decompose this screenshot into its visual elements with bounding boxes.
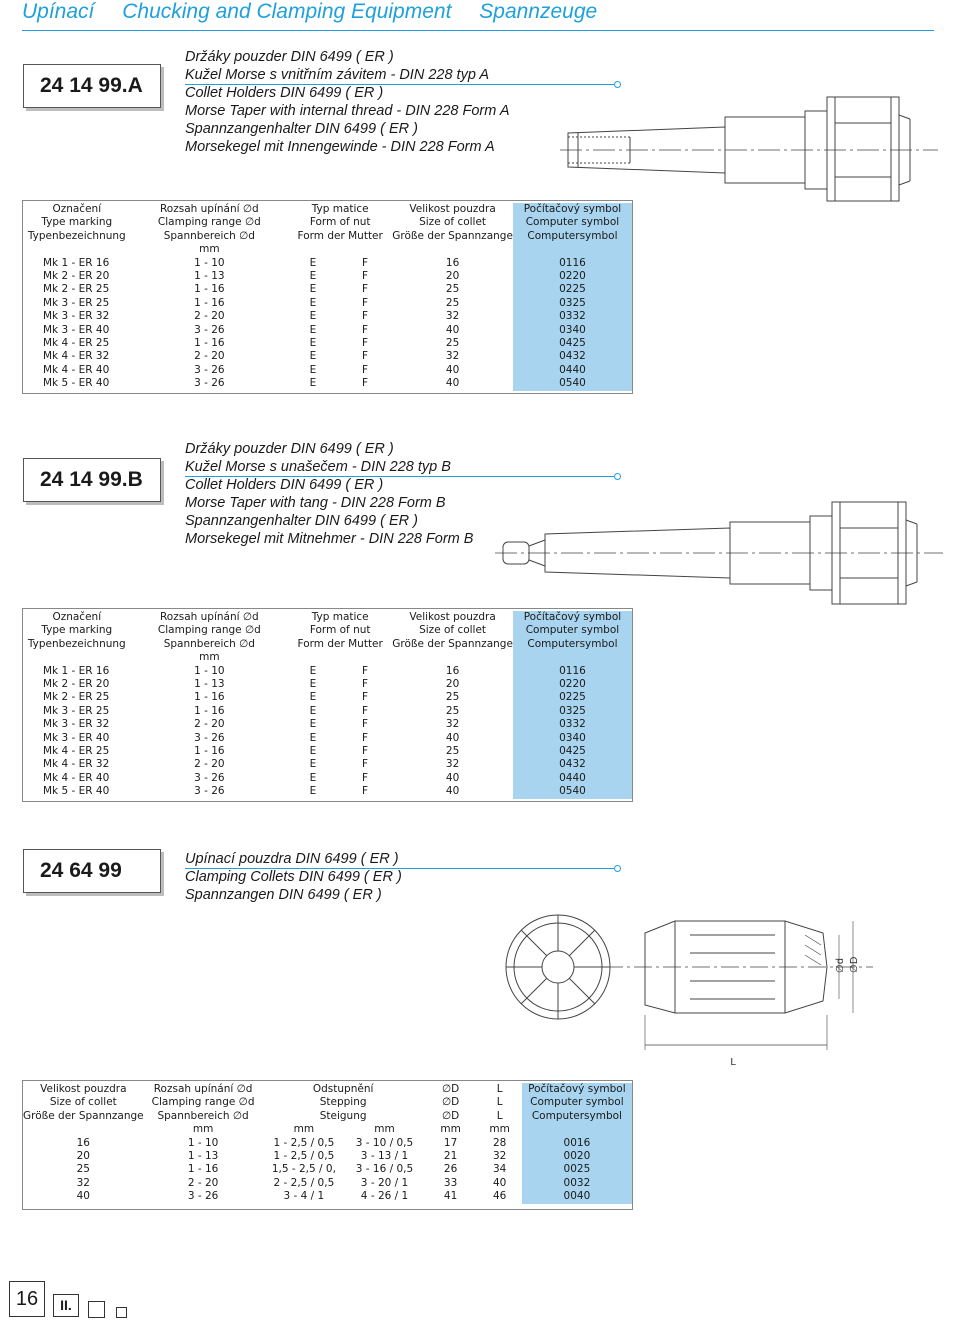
- table-cell: 17: [443, 1136, 458, 1149]
- col-header: Clamping range ∅d: [151, 1096, 255, 1109]
- table-row: [23, 691, 632, 704]
- title-block-c: [185, 850, 402, 904]
- table-cell: 40: [445, 323, 460, 336]
- table-row: [23, 745, 632, 758]
- col-header: Spannbereich ∅d: [157, 1109, 249, 1122]
- table-row: [23, 1137, 632, 1150]
- col-header: Velikost pouzdra: [409, 611, 496, 623]
- col-header: Größe der Spannzange: [23, 1109, 144, 1122]
- table-cell: 3 - 26: [194, 731, 225, 744]
- table-cell: 0332: [513, 310, 632, 323]
- table-row: [23, 324, 632, 337]
- table-cell: Mk 5 - ER 40: [43, 785, 110, 798]
- table-cell: 3 - 26: [194, 785, 225, 798]
- table-cell: Mk 2 - ER 20: [43, 270, 110, 283]
- table-row: [23, 705, 632, 718]
- col-header: Computersymbol: [522, 1110, 632, 1123]
- table-cell: 32: [445, 350, 460, 363]
- col-header: Rozsah upínání ∅d: [159, 611, 259, 623]
- col-header: Spannbereich ∅d: [163, 229, 255, 242]
- col-header: Form der Mutter: [297, 637, 383, 650]
- holder-table-a: [23, 203, 632, 391]
- table-cell: E: [309, 350, 317, 363]
- table-cell: 40: [76, 1190, 90, 1203]
- table-cell: 1,5 - 2,5 / 0,: [271, 1163, 336, 1176]
- table-cell: E: [309, 256, 317, 269]
- table-row: [23, 732, 632, 745]
- table-row: [23, 310, 632, 323]
- col-header: Počítačový symbol: [513, 611, 632, 624]
- title-line: Morse Taper with internal thread - DIN 228 Form A: [185, 103, 510, 119]
- table-cell: 0340: [513, 324, 632, 337]
- table-cell: 25: [445, 337, 460, 350]
- table-cell: 3 - 10 / 0,5: [355, 1136, 414, 1149]
- col-header: Computersymbol: [513, 230, 632, 243]
- table-body-a: [23, 257, 632, 391]
- table-cell: 16: [76, 1136, 90, 1149]
- title-block-b: [185, 440, 473, 548]
- unit-label: mm: [293, 1123, 315, 1136]
- table-cell: 0425: [513, 337, 632, 350]
- table-cell: Mk 4 - ER 40: [43, 363, 110, 376]
- table-cell: 32: [76, 1176, 90, 1189]
- table-cell: F: [361, 323, 369, 336]
- table-cell: 32: [445, 310, 460, 323]
- table-cell: 0432: [513, 758, 632, 771]
- table-cell: 0220: [513, 678, 632, 691]
- table-cell: 26: [443, 1163, 458, 1176]
- table-row: [23, 257, 632, 270]
- table-cell: 41: [443, 1190, 458, 1203]
- title-line: Držáky pouzder DIN 6499 ( ER ): [185, 49, 394, 65]
- col-header: Označení: [52, 611, 102, 623]
- table-cell: 0032: [522, 1177, 632, 1190]
- table-cell: F: [361, 350, 369, 363]
- unit-label: mm: [199, 243, 220, 256]
- table-row: [23, 785, 632, 798]
- table-cell: 1 - 16: [187, 1163, 219, 1176]
- table-cell: 2 - 20: [194, 718, 225, 731]
- code-box-a: 24 14 99.A: [23, 64, 161, 108]
- col-header: Odstupnění: [312, 1083, 374, 1095]
- header-de: Spannzeuge: [479, 0, 598, 23]
- table-cell: Mk 1 - ER 16: [43, 256, 110, 269]
- table-cell: E: [309, 377, 317, 390]
- table-cell: F: [361, 256, 369, 269]
- title-line: Kužel Morse s vnitřním závitem - DIN 228 typ A: [185, 67, 490, 83]
- table-cell: F: [361, 310, 369, 323]
- col-header: Size of collet: [419, 216, 487, 229]
- table-cell: Mk 3 - ER 40: [43, 731, 110, 744]
- table-cell: 0440: [513, 364, 632, 377]
- col-header: Form of nut: [309, 624, 371, 637]
- unit-label: mm: [489, 1123, 510, 1136]
- table-cell: 0116: [513, 257, 632, 270]
- table-cell: 32: [492, 1150, 507, 1163]
- table-cell: 3 - 26: [194, 771, 225, 784]
- table-cell: E: [309, 337, 317, 350]
- col-header: Form of nut: [309, 216, 371, 229]
- unit-label: mm: [199, 651, 220, 664]
- table-cell: 0425: [513, 745, 632, 758]
- table-cell: Mk 2 - ER 25: [43, 283, 110, 296]
- unit-label: mm: [374, 1123, 395, 1136]
- table-cell: 3 - 26: [194, 377, 225, 390]
- holder-drawing-b: [495, 500, 945, 610]
- table-cell: E: [309, 296, 317, 309]
- table-cell: 20: [445, 270, 460, 283]
- col-header: Velikost pouzdra: [40, 1083, 127, 1095]
- table-cell: Mk 4 - ER 32: [43, 350, 110, 363]
- col-header: Type marking: [41, 624, 113, 637]
- leader-line-c: [185, 868, 616, 869]
- table-cell: 3 - 13 / 1: [360, 1150, 409, 1163]
- table-row: [23, 1177, 632, 1190]
- table-cell: E: [309, 704, 317, 717]
- table-cell: 0432: [513, 350, 632, 363]
- table-cell: 1 - 16: [194, 704, 225, 717]
- table-cell: E: [309, 758, 317, 771]
- table-cell: 16: [445, 256, 460, 269]
- col-header: Rozsah upínání ∅d: [153, 1083, 253, 1095]
- page-number: 16: [9, 1281, 45, 1317]
- table-cell: 0016: [522, 1137, 632, 1150]
- table-cell: F: [361, 771, 369, 784]
- code-box-b: 24 14 99.B: [23, 458, 161, 502]
- col-header: Computer symbol: [513, 624, 632, 637]
- table-row: [23, 758, 632, 771]
- col-header: Typ matice: [311, 611, 369, 623]
- table-cell: E: [309, 785, 317, 798]
- table-cell: E: [309, 771, 317, 784]
- col-header: Size of collet: [419, 624, 487, 637]
- table-cell: Mk 2 - ER 20: [43, 678, 110, 691]
- table-cell: 34: [492, 1163, 507, 1176]
- title-line: Collet Holders DIN 6499 ( ER ): [185, 477, 384, 493]
- col-header: Rozsah upínání ∅d: [159, 203, 259, 215]
- table-cell: 25: [76, 1163, 90, 1176]
- table-cell: 1 - 2,5 / 0,5: [273, 1136, 335, 1149]
- table-cell: 1 - 10: [194, 256, 225, 269]
- code-box-c: 24 64 99: [23, 849, 161, 893]
- table-cell: E: [309, 323, 317, 336]
- title-line: Upínací pouzdra DIN 6499 ( ER ): [185, 851, 399, 867]
- table-cell: F: [361, 337, 369, 350]
- table-cell: 0020: [522, 1150, 632, 1163]
- table-cell: 3 - 16 / 0,5: [355, 1163, 414, 1176]
- col-header: L: [496, 1096, 503, 1109]
- table-cell: 1 - 2,5 / 0,5: [273, 1150, 335, 1163]
- col-header: Označení: [52, 203, 102, 215]
- col-header: Computersymbol: [513, 638, 632, 651]
- table-cell: E: [309, 363, 317, 376]
- table-cell: Mk 4 - ER 32: [43, 758, 110, 771]
- table-cell: Mk 1 - ER 16: [43, 664, 110, 677]
- table-cell: 0116: [513, 665, 632, 678]
- col-header: Steigung: [319, 1109, 367, 1122]
- dim-label-d: ∅d: [835, 957, 846, 973]
- table-cell: 0040: [522, 1190, 632, 1203]
- table-cell: F: [361, 664, 369, 677]
- table-row: [23, 665, 632, 678]
- table-cell: F: [361, 691, 369, 704]
- table-cell: 20: [76, 1150, 90, 1163]
- col-header: Typenbezeichnung: [27, 229, 126, 242]
- col-header: ∅D: [442, 1096, 460, 1109]
- table-cell: 1 - 10: [187, 1136, 219, 1149]
- table-cell: 40: [445, 785, 460, 798]
- table-cell: 3 - 26: [187, 1190, 219, 1203]
- col-header: L: [496, 1083, 503, 1095]
- table-row: [23, 337, 632, 350]
- table-cell: Mk 3 - ER 32: [43, 718, 110, 731]
- table-cell: 0540: [513, 785, 632, 798]
- table-cell: 0332: [513, 718, 632, 731]
- table-cell: 0540: [513, 377, 632, 390]
- title-block-a: [185, 48, 510, 156]
- table-cell: E: [309, 718, 317, 731]
- table-body-c: [23, 1137, 632, 1204]
- table-cell: 25: [445, 704, 460, 717]
- header-rule: [22, 30, 934, 31]
- col-header: Größe der Spannzange: [392, 637, 513, 650]
- table-cell: 40: [445, 377, 460, 390]
- table-cell: 4 - 26 / 1: [360, 1190, 409, 1203]
- table-cell: 32: [445, 758, 460, 771]
- table-cell: F: [361, 704, 369, 717]
- page-header: [22, 0, 619, 24]
- table-cell: E: [309, 283, 317, 296]
- table-cell: 1 - 16: [194, 296, 225, 309]
- table-cell: 28: [492, 1136, 507, 1149]
- col-header: ∅D: [442, 1109, 460, 1122]
- table-cell: E: [309, 691, 317, 704]
- col-header: L: [496, 1109, 503, 1122]
- table-row: [23, 678, 632, 691]
- table-cell: 40: [445, 731, 460, 744]
- table-cell: 3 - 20 / 1: [360, 1176, 409, 1189]
- table-cell: E: [309, 664, 317, 677]
- table-cell: 1 - 16: [194, 745, 225, 758]
- col-header: ∅D: [442, 1083, 460, 1095]
- table-cell: Mk 4 - ER 25: [43, 337, 110, 350]
- title-line: Morsekegel mit Mitnehmer - DIN 228 Form B: [185, 531, 474, 547]
- table-cell: 3 - 26: [194, 363, 225, 376]
- table-cell: F: [361, 296, 369, 309]
- table-cell: 46: [492, 1190, 507, 1203]
- col-header: Größe der Spannzange: [392, 229, 513, 242]
- table-cell: 0025: [522, 1163, 632, 1176]
- col-header: Stepping: [319, 1096, 367, 1109]
- table-cell: 0220: [513, 270, 632, 283]
- col-header: Size of collet: [49, 1096, 117, 1109]
- title-line: Spannzangenhalter DIN 6499 ( ER ): [185, 121, 418, 137]
- table-cell: 25: [445, 283, 460, 296]
- title-line: Držáky pouzder DIN 6499 ( ER ): [185, 441, 394, 457]
- table-cell: Mk 5 - ER 40: [43, 377, 110, 390]
- table-cell: 0440: [513, 772, 632, 785]
- col-header: Form der Mutter: [297, 229, 383, 242]
- table-cell: 1 - 10: [194, 664, 225, 677]
- table-cell: 40: [445, 363, 460, 376]
- title-line: Kužel Morse s unašečem - DIN 228 typ B: [185, 459, 451, 475]
- holder-drawing-a: [560, 95, 940, 205]
- table-cell: 2 - 20: [194, 310, 225, 323]
- col-header: Clamping range ∅d: [157, 624, 261, 637]
- table-row: [23, 350, 632, 363]
- table-cell: E: [309, 745, 317, 758]
- table-cell: 2 - 2,5 / 0,5: [273, 1176, 335, 1189]
- table-cell: 40: [445, 771, 460, 784]
- table-row: [23, 283, 632, 296]
- table-cell: Mk 2 - ER 25: [43, 691, 110, 704]
- table-cell: F: [361, 718, 369, 731]
- table-cell: 0340: [513, 732, 632, 745]
- table-cell: 0225: [513, 691, 632, 704]
- col-header: Počítačový symbol: [513, 203, 632, 216]
- table-cell: Mk 4 - ER 25: [43, 745, 110, 758]
- table-cell: 2 - 20: [194, 350, 225, 363]
- table-cell: 33: [443, 1176, 458, 1189]
- col-header: Spannbereich ∅d: [163, 637, 255, 650]
- table-cell: 16: [445, 664, 460, 677]
- table-cell: 1 - 13: [194, 678, 225, 691]
- table-cell: 2 - 20: [187, 1176, 219, 1189]
- col-header: Typenbezeichnung: [27, 637, 126, 650]
- leader-line-a: [185, 84, 616, 85]
- table-cell: 3 - 4 / 1: [283, 1190, 325, 1203]
- dim-label-big-d: ∅D: [849, 956, 860, 973]
- table-cell: 1 - 13: [194, 270, 225, 283]
- table-row: [23, 772, 632, 785]
- table-cell: 0325: [513, 297, 632, 310]
- table-row: [23, 297, 632, 310]
- table-row: [23, 270, 632, 283]
- header-cz: Upínací: [22, 0, 95, 23]
- holder-table-b: [23, 611, 632, 799]
- table-cell: 1 - 16: [194, 337, 225, 350]
- table-cell: 25: [445, 296, 460, 309]
- col-header: Velikost pouzdra: [409, 203, 496, 215]
- title-line: Collet Holders DIN 6499 ( ER ): [185, 85, 384, 101]
- table-cell: F: [361, 377, 369, 390]
- table-cell: F: [361, 678, 369, 691]
- table-cell: Mk 3 - ER 25: [43, 296, 110, 309]
- title-line: Spannzangen DIN 6499 ( ER ): [185, 887, 382, 903]
- col-header: Computer symbol: [513, 216, 632, 229]
- table-cell: Mk 3 - ER 32: [43, 310, 110, 323]
- table-cell: 3 - 26: [194, 323, 225, 336]
- square-icon: [88, 1301, 105, 1318]
- table-cell: 0325: [513, 705, 632, 718]
- table-cell: 1 - 16: [194, 691, 225, 704]
- title-line: Spannzangenhalter DIN 6499 ( ER ): [185, 513, 418, 529]
- collet-drawing: [505, 905, 875, 1075]
- col-header: Počítačový symbol: [522, 1083, 632, 1096]
- col-header: Type marking: [41, 216, 113, 229]
- table-cell: 0225: [513, 283, 632, 296]
- chapter-marker: II.: [53, 1294, 79, 1317]
- leader-line-b: [185, 476, 616, 477]
- table-row: [23, 718, 632, 731]
- table-cell: F: [361, 758, 369, 771]
- table-cell: E: [309, 310, 317, 323]
- unit-label: mm: [440, 1123, 461, 1136]
- unit-label: mm: [192, 1123, 214, 1136]
- table-cell: F: [361, 363, 369, 376]
- header-en: Chucking and Clamping Equipment: [122, 0, 452, 23]
- table-cell: F: [361, 785, 369, 798]
- table-cell: 20: [445, 678, 460, 691]
- table-cell: Mk 4 - ER 40: [43, 771, 110, 784]
- table-cell: 21: [443, 1150, 458, 1163]
- table-cell: F: [361, 745, 369, 758]
- table-cell: F: [361, 731, 369, 744]
- table-row: [23, 1150, 632, 1163]
- table-cell: E: [309, 270, 317, 283]
- table-row: [23, 1163, 632, 1176]
- table-cell: 1 - 16: [194, 283, 225, 296]
- col-header: Computer symbol: [522, 1096, 632, 1109]
- table-cell: 25: [445, 691, 460, 704]
- table-cell: F: [361, 270, 369, 283]
- table-cell: 32: [445, 718, 460, 731]
- table-cell: 2 - 20: [194, 758, 225, 771]
- title-line: Morse Taper with tang - DIN 228 Form B: [185, 495, 446, 511]
- table-cell: 40: [492, 1176, 507, 1189]
- table-row: [23, 1190, 632, 1203]
- table-cell: 25: [445, 745, 460, 758]
- table-row: [23, 377, 632, 390]
- square-small-icon: [116, 1307, 127, 1318]
- col-header: Typ matice: [311, 203, 369, 215]
- table-cell: E: [309, 678, 317, 691]
- table-cell: F: [361, 283, 369, 296]
- dim-label-l: L: [730, 1057, 736, 1068]
- table-cell: Mk 3 - ER 40: [43, 323, 110, 336]
- collet-table: [23, 1083, 632, 1204]
- table-cell: Mk 3 - ER 25: [43, 704, 110, 717]
- table-cell: 1 - 13: [187, 1150, 219, 1163]
- table-row: [23, 364, 632, 377]
- table-cell: E: [309, 731, 317, 744]
- title-line: Clamping Collets DIN 6499 ( ER ): [185, 869, 402, 885]
- col-header: Clamping range ∅d: [157, 216, 261, 229]
- title-line: Morsekegel mit Innengewinde - DIN 228 Form A: [185, 139, 495, 155]
- table-body-b: [23, 665, 632, 799]
